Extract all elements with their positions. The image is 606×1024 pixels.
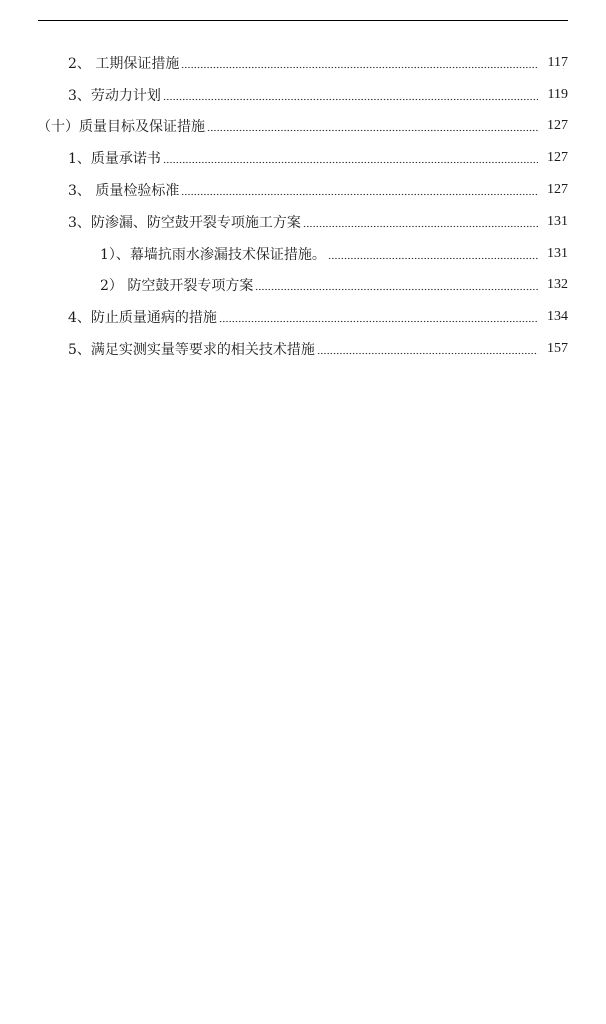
dot-leader [328,248,538,260]
table-of-contents [0,47,606,365]
toc-entry-page: 117 [547,54,568,70]
toc-entry-title: 3、劳动力计划 [68,87,161,104]
toc-entry-title: 3、 质量检验标准 [68,183,180,200]
toc-entry-title: 3、防渗漏、防空鼓开裂专项施工方案 [68,214,301,231]
toc-entry-page: 132 [547,277,568,293]
toc-entry-page: 127 [547,150,568,166]
toc-entry[interactable] [0,111,606,143]
dot-leader [181,184,538,196]
dot-leader [219,311,538,323]
toc-entry[interactable] [0,174,606,206]
toc-entry-page: 131 [547,245,568,261]
toc-entry-title: 2） 防空鼓开裂专项方案 [100,278,254,295]
dot-leader [207,120,538,132]
toc-entry[interactable] [0,238,606,270]
dot-leader [163,152,538,164]
header-rule [38,20,568,21]
toc-entry[interactable] [0,301,606,333]
toc-entry-page: 157 [547,341,568,357]
dot-leader [303,216,538,228]
toc-entry[interactable] [0,142,606,174]
dot-leader [317,343,538,355]
toc-entry-page: 127 [547,182,568,198]
toc-entry-page: 131 [547,213,568,229]
toc-entry-page: 127 [547,118,568,134]
dot-leader [255,279,538,291]
toc-entry[interactable] [0,270,606,302]
toc-entry[interactable] [0,79,606,111]
toc-entry-title: 4、防止质量通病的措施 [68,310,217,327]
dot-leader [163,89,538,101]
toc-entry-title: 2、 工期保证措施 [68,55,180,72]
toc-entry[interactable] [0,333,606,365]
toc-entry-title: 1）、幕墙抗雨水渗漏技术保证措施。 [100,246,326,263]
toc-entry-page: 119 [547,86,568,102]
toc-entry-title: （十）质量目标及保证措施 [37,119,205,136]
toc-entry-page: 134 [547,309,568,325]
toc-entry-title: 5、满足实测实量等要求的相关技术措施 [68,342,315,359]
toc-entry[interactable] [0,47,606,79]
toc-entry[interactable] [0,206,606,238]
toc-entry-title: 1、质量承诺书 [68,151,161,168]
dot-leader [181,57,538,69]
